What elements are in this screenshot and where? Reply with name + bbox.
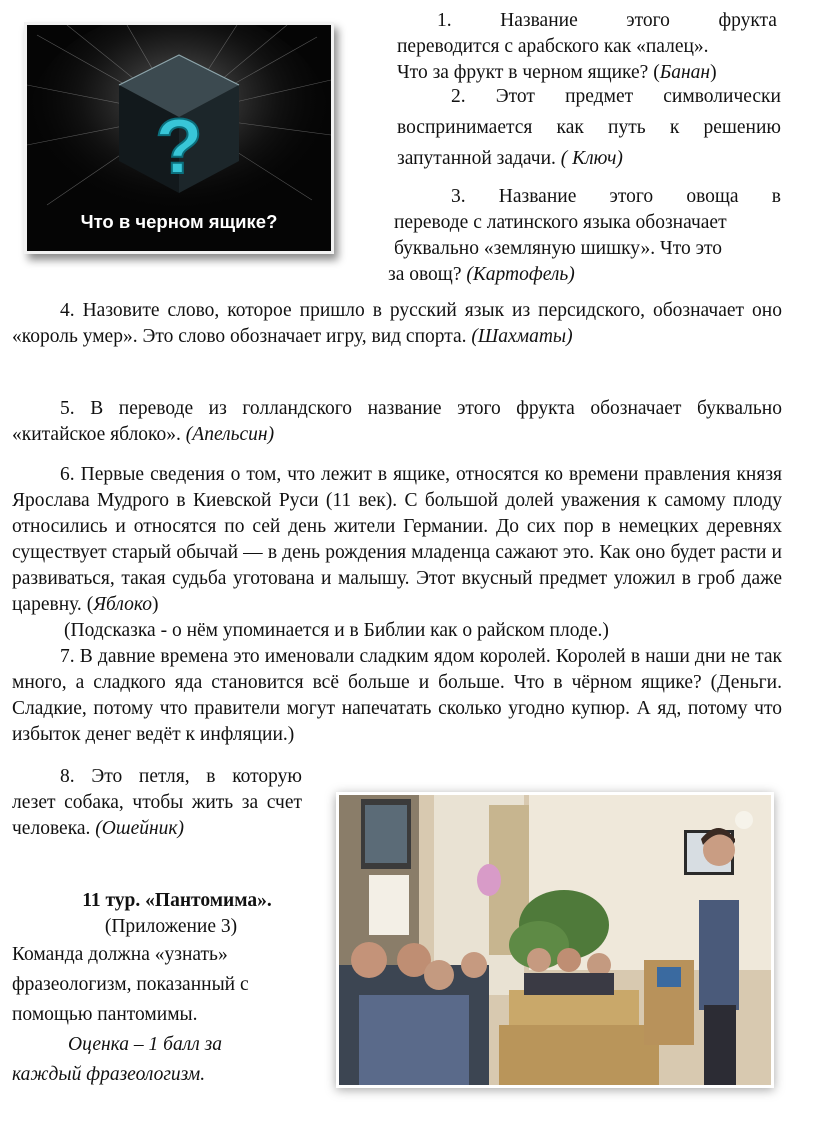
q5-answer: (Апельсин): [185, 424, 275, 445]
q6-text: 6. Первые сведения о том, что лежит в ящике, относятся ко времени правления князя Ярослава Мудрого в Киевской Руси (11 век). С большой долей уважения к самому плоду относились и относятся по сей день жители Германии. До сих пор в немецких деревнях существует старый обычай — в день рождения младенца сажают это. Как оно будет расти и развиваться, такая судьба уготована и малышу. Этот вкусный предмет уложил в гроб даже царевну.: [12, 464, 782, 615]
question-6: [12, 462, 782, 618]
q1-line-3: Что за фрукт в черном ящике? (: [397, 62, 660, 83]
q1-word: фрукта: [718, 10, 777, 31]
svg-text:?: ?: [155, 102, 203, 190]
q6-answer: Яблоко: [93, 594, 152, 615]
question-2: [397, 81, 781, 174]
q1-answer: Банан: [659, 62, 711, 83]
image-caption: Что в черном ящике?: [80, 211, 278, 232]
q3-word: в: [771, 186, 781, 207]
q3-word: этого: [609, 186, 654, 207]
q5-text: 5. В переводе из голландского название этого фрукта обозначает буквально «китайское яблоко».: [12, 398, 782, 445]
q8-text: 8. Это петля, в которую лезет собака, чтобы жить за счет человека.: [12, 766, 302, 839]
q6-answer-close: ): [151, 594, 159, 615]
q6-answer-open: (: [86, 594, 94, 615]
q3-line-2: переводе с латинского языка обозначает: [394, 212, 727, 233]
q2-line-3: запутанной задачи.: [397, 148, 561, 169]
round-11-task: Команда должна «узнать» фразеологизм, показанный с помощью пантомимы.: [12, 944, 249, 1025]
black-box-image: [24, 22, 334, 254]
question-5: [12, 396, 782, 448]
q3-line-4: за овощ?: [388, 264, 467, 285]
round-11-score: Оценка – 1 балл за каждый фразеологизм.: [12, 1034, 222, 1085]
q1-answer-close: ): [710, 62, 717, 83]
question-4: [12, 298, 782, 350]
round-11: [12, 888, 312, 1090]
q3-number: 3.: [451, 186, 466, 207]
q8-answer: (Ошейник): [95, 818, 185, 839]
q1-word: этого: [626, 10, 670, 31]
question-8: [12, 764, 302, 842]
round-11-title: 11 тур. «Пантомима».: [82, 890, 272, 911]
q3-word: овоща: [686, 186, 739, 207]
q2-answer: ( Ключ): [560, 148, 623, 169]
question-7: 7. В давние времена это именовали сладким ядом королей. Королей в наши дни не так много, а сладкого яда становится всё больше и больше. Что в чёрном ящике? (Деньги. Сладкие, потому что правители могут напечатать сколько угодно купюр. А яд, потому что избыток денег ведёт к инфляции.): [12, 646, 782, 745]
q3-answer: (Картофель): [466, 264, 575, 285]
round-11-appendix: (Приложение 3): [104, 916, 238, 937]
question-1: [397, 8, 777, 86]
q2-word: символически: [663, 86, 781, 107]
classroom-photo: [336, 792, 774, 1088]
q2-line-2: воспринимается как путь к решению: [397, 117, 781, 138]
q4-text: 4. Назовите слово, которое пришло в русский язык из персидского, обозначает оно «король умер». Это слово обозначает игру, вид спорта.: [12, 300, 782, 347]
q3-word: Название: [498, 186, 577, 207]
question-3: [388, 184, 781, 288]
q1-line-2: переводится с арабского как «палец».: [397, 36, 709, 57]
q6-hint: (Подсказка - о нём упоминается и в Библии как о райском плоде.): [64, 620, 609, 641]
q3-line-3: буквально «земляную шишку». Что это: [394, 238, 722, 259]
question-mark-icon: [155, 102, 203, 190]
q2-word: предмет: [565, 86, 634, 107]
q1-number: 1.: [437, 10, 452, 31]
q2-number: 2.: [451, 86, 466, 107]
q1-word: Название: [500, 10, 578, 31]
q2-word: Этот: [495, 86, 535, 107]
q4-answer: (Шахматы): [471, 326, 573, 347]
